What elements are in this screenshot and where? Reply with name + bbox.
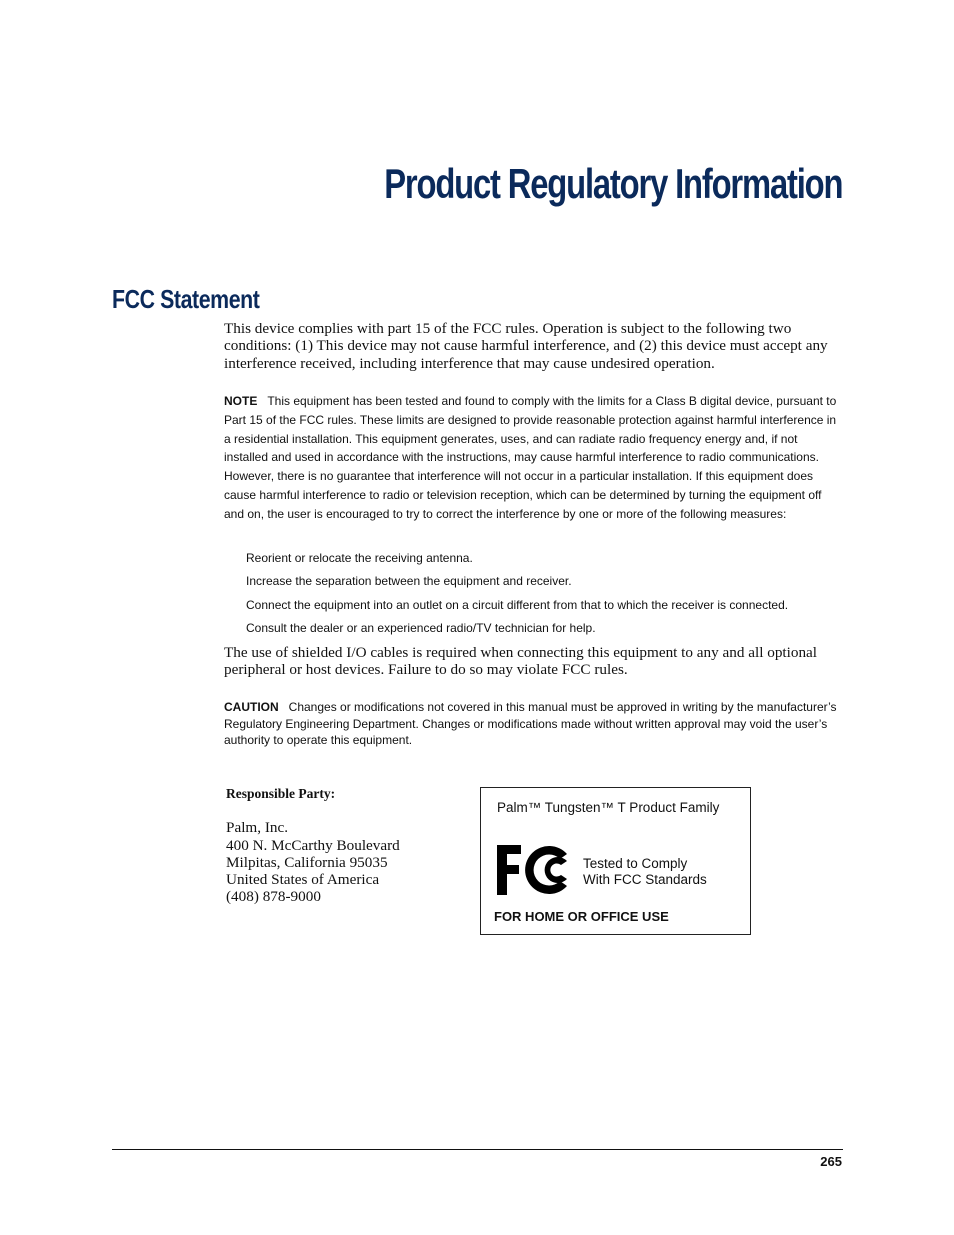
phone-line: (408) 878-9000	[226, 888, 321, 906]
address-line: Milpitas, California 95035	[226, 853, 388, 871]
list-item: Consult the dealer or an experienced radio/TV technician for help.	[246, 620, 596, 635]
page-number: 265	[820, 1154, 842, 1169]
list-item: Reorient or relocate the receiving antenna.	[246, 551, 473, 565]
responsible-party	[226, 785, 466, 906]
list-item: Connect the equipment into an outlet on a circuit different from that to which the receiver is connected.	[246, 597, 789, 612]
caution-block	[224, 699, 844, 749]
tested-statement	[583, 856, 707, 888]
tested-line: Tested to Comply	[583, 856, 688, 871]
address-line: 400 N. McCarthy Boulevard	[226, 836, 400, 854]
intro-paragraph: This device complies with part 15 of the FCC rules. Operation is subject to the following two conditions: (1) This device may not cause harmful interference, and (2) this device must accept any interference received, including interference that may cause undesired operation.	[224, 320, 828, 372]
note-block	[224, 392, 844, 524]
address-line: United States of America	[226, 871, 380, 889]
note-text: This equipment has been tested and found to comply with the limits for a Class B digital device, pursuant to Part 15 of the FCC rules. These limits are designed to provide reasonable protection against harmful interference in a residential installation. This equipment generates, uses, and can radiate radio frequency energy and, if not installed and used in accordance with the instructions, may cause harmful interference to radio communications. However, there is no guarantee that interference will not occur in a particular installation. If this equipment does cause harmful interference to radio or television reception, which can be determined by turning the equipment off and on, the user is encouraged to try to correct the interference by one or more of the following measures:	[224, 394, 837, 521]
caution-label: CAUTION	[224, 700, 279, 714]
list-item: Increase the separation between the equipment and receiver.	[246, 574, 572, 589]
address-line: Palm, Inc.	[226, 819, 289, 837]
note-label: NOTE	[224, 394, 258, 408]
tested-line: With FCC Standards	[583, 872, 707, 887]
product-family: Palm™ Tungsten™ T Product Family	[497, 800, 720, 815]
fcc-compliance-label	[480, 787, 751, 935]
footer-divider	[112, 1149, 843, 1150]
section-title: FCC Statement	[112, 284, 260, 314]
responsible-party-heading: Responsible Party:	[226, 786, 336, 801]
home-office-use: FOR HOME OR OFFICE USE	[494, 909, 669, 924]
fcc-logo-icon	[495, 844, 575, 896]
shielded-cables-paragraph: The use of shielded I/O cables is required when connecting this equipment to any and all optional peripheral or host devices. Failure to do so may violate FCC rules.	[224, 644, 817, 679]
page-title: Product Regulatory Information	[383, 160, 842, 207]
measures-list	[246, 550, 866, 643]
caution-text: Changes or modifications not covered in this manual must be approved in writing by the manufacturer’s Regulatory Engineering Department. Changes or modifications made without written approval may void the user’s authority to operate this equipment.	[224, 700, 837, 747]
